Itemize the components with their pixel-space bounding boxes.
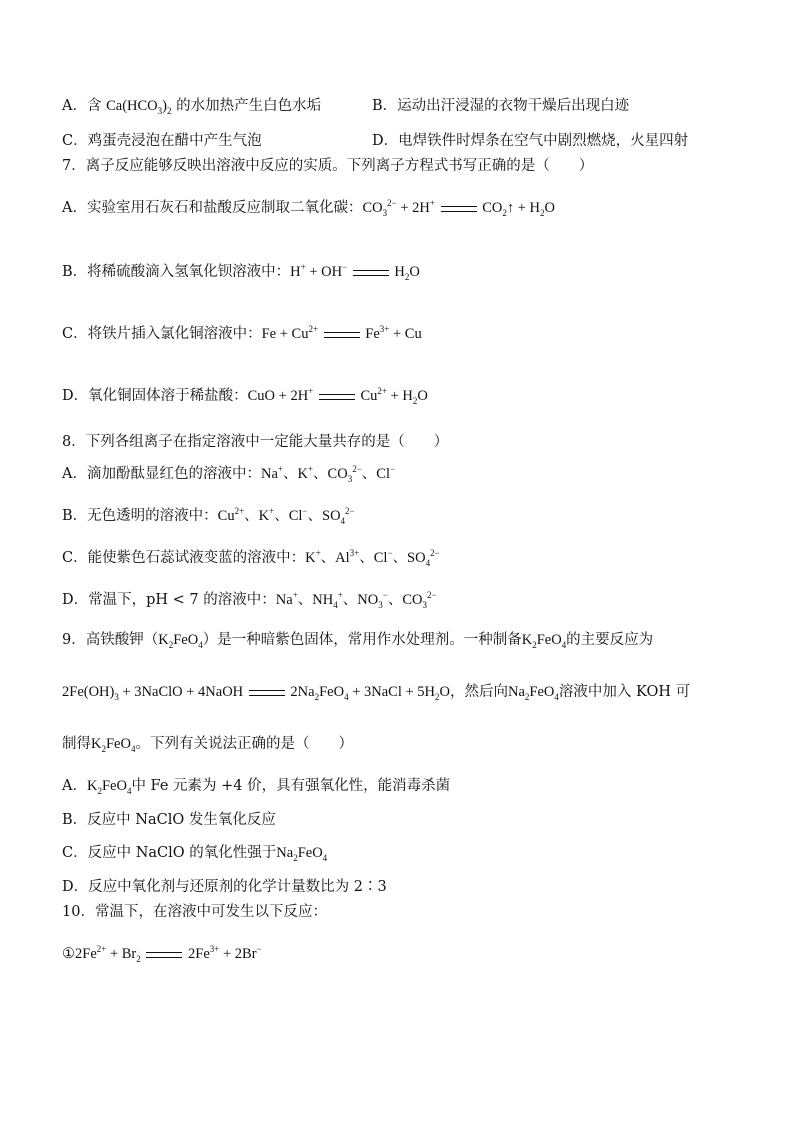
q7-option-b: B．将稀硫酸滴入氢氧化钡溶液中：H+ + OH− $H_2O$ [62, 262, 420, 282]
q8-option-a-text: A．滴加酚酞显红色的溶液中： [62, 466, 261, 482]
q8-option-b: B．无色透明的溶液中：$Cu^{2+}$、K+、Cl−、$SO_4^{2-}$ [62, 506, 355, 526]
q9-eq-tail2: 溶液中加入 KOH 可 [558, 684, 691, 700]
q8-option-d: D．常温下，pH < 7 的溶液中：Na+、$NH_4^+$、$NO_3^-$、$CO_3^{2-}$ [62, 590, 437, 610]
q6-option-c: C．鸡蛋壳浸泡在醋中产生气泡 [62, 133, 262, 149]
q9-stem-a: 9．高铁酸钾（ [62, 632, 159, 648]
q9-option-a-prefix: A． [62, 778, 87, 794]
q9-stem-c: 的主要反应为 [566, 632, 654, 648]
q7-option-d-text: D．氧化铜固体溶于稀盐酸： [62, 388, 248, 404]
q8-stem: 8．下列各组离子在指定溶液中一定能大量共存的是（ ） [62, 434, 449, 450]
q8-option-c-text: C．能使紫色石蕊试液变蓝的溶液中： [62, 550, 306, 566]
q10-stem: 10．常温下，在溶液中可发生以下反应： [62, 904, 327, 920]
q7-option-b-text: B．将稀硫酸滴入氢氧化钡溶液中： [62, 264, 291, 280]
q10-equation-1: $①2Fe^{2+} + Br_2$ $2Fe^{3+} + 2Br^-$ [62, 944, 262, 964]
q7-option-a-text: A．实验室用石灰石和盐酸反应制取二氧化碳： [62, 200, 363, 216]
q8-option-c: C．能使紫色石蕊试液变蓝的溶液中：K+、$Al^{3+}$、Cl−、$SO_4^{2-}$ [62, 548, 440, 568]
q9-option-b: B．反应中 NaClO 发生氧化反应 [62, 812, 276, 828]
q9-option-d: D．反应中氧化剂与还原剂的化学计量数比为 2∶3 [62, 879, 387, 895]
q9-line3: 制得$K_2FeO_4$。下列有关说法正确的是（ ） [62, 736, 353, 754]
q9-option-a-text: 中 Fe 元素为 +4 价，具有强氧化性，能消毒杀菌 [131, 778, 451, 794]
q9-option-a: A．$K_2FeO_4$中 Fe 元素为 +4 价，具有强氧化性，能消毒杀菌 [62, 778, 451, 796]
q9-line3-b: 。下列有关说法正确的是（ ） [135, 736, 353, 752]
q10-eq1-prefix: ① [62, 946, 75, 962]
q7-option-d: D．氧化铜固体溶于稀盐酸：CuO + 2H+ $Cu^{2+} + H_2O$ [62, 386, 428, 406]
q9-option-c-text: C．反应中 NaClO 的氧化性强于 [62, 845, 277, 861]
q9-equation: $2Fe(OH)_3$ + 3NaClO + 4NaOH $2Na_2FeO_4$ + 3NaCl + $5H_2O$，然后向$Na_2FeO_4$溶液中加入 KOH 可 [62, 684, 691, 702]
q7-option-a: A．实验室用石灰石和盐酸反应制取二氧化碳：$CO_3^{2-} + 2H^+$ $CO_2↑ + H_2O$ [62, 198, 555, 218]
q8-option-a: A．滴加酚酞显红色的溶液中：Na+、K+、$CO_3^{2-}$、Cl− [62, 464, 396, 484]
q9-option-c: C．反应中 NaClO 的氧化性强于$Na_2FeO_4$ [62, 845, 328, 863]
q7-option-c-text: C．将铁片插入氯化铜溶液中： [62, 326, 262, 342]
q6-option-a: A．含 $Ca(HCO_3)_2$ 的水加热产生白色水垢 [62, 98, 322, 116]
q6-option-d: D．电焊铁件时焊条在空气中剧烈燃烧，火星四射 [372, 133, 689, 149]
q9-line3-a: 制得 [62, 736, 91, 752]
q7-option-c: C．将铁片插入氯化铜溶液中：$Fe + Cu^{2+}$ $Fe^{3+} + Cu$ [62, 324, 422, 342]
q6-option-b: B．运动出汗浸湿的衣物干燥后出现白迹 [372, 98, 630, 114]
q9-eq-tail: ，然后向 [449, 684, 508, 700]
q8-option-b-text: B．无色透明的溶液中： [62, 508, 218, 524]
q9-stem-b: ）是一种暗紫色固体，常用作水处理剂。一种制备 [202, 632, 522, 648]
q9-stem: 9．高铁酸钾$(K_2FeO_4)$是一种暗紫色固体，常用作水处理剂。一种制备$K_2FeO_4$的主要反应为 [62, 632, 654, 650]
q8-option-d-text: D．常温下，pH < 7 的溶液中： [62, 592, 276, 608]
q7-stem: 7．离子反应能够反映出溶液中反应的实质。下列离子方程式书写正确的是（ ） [62, 158, 594, 174]
